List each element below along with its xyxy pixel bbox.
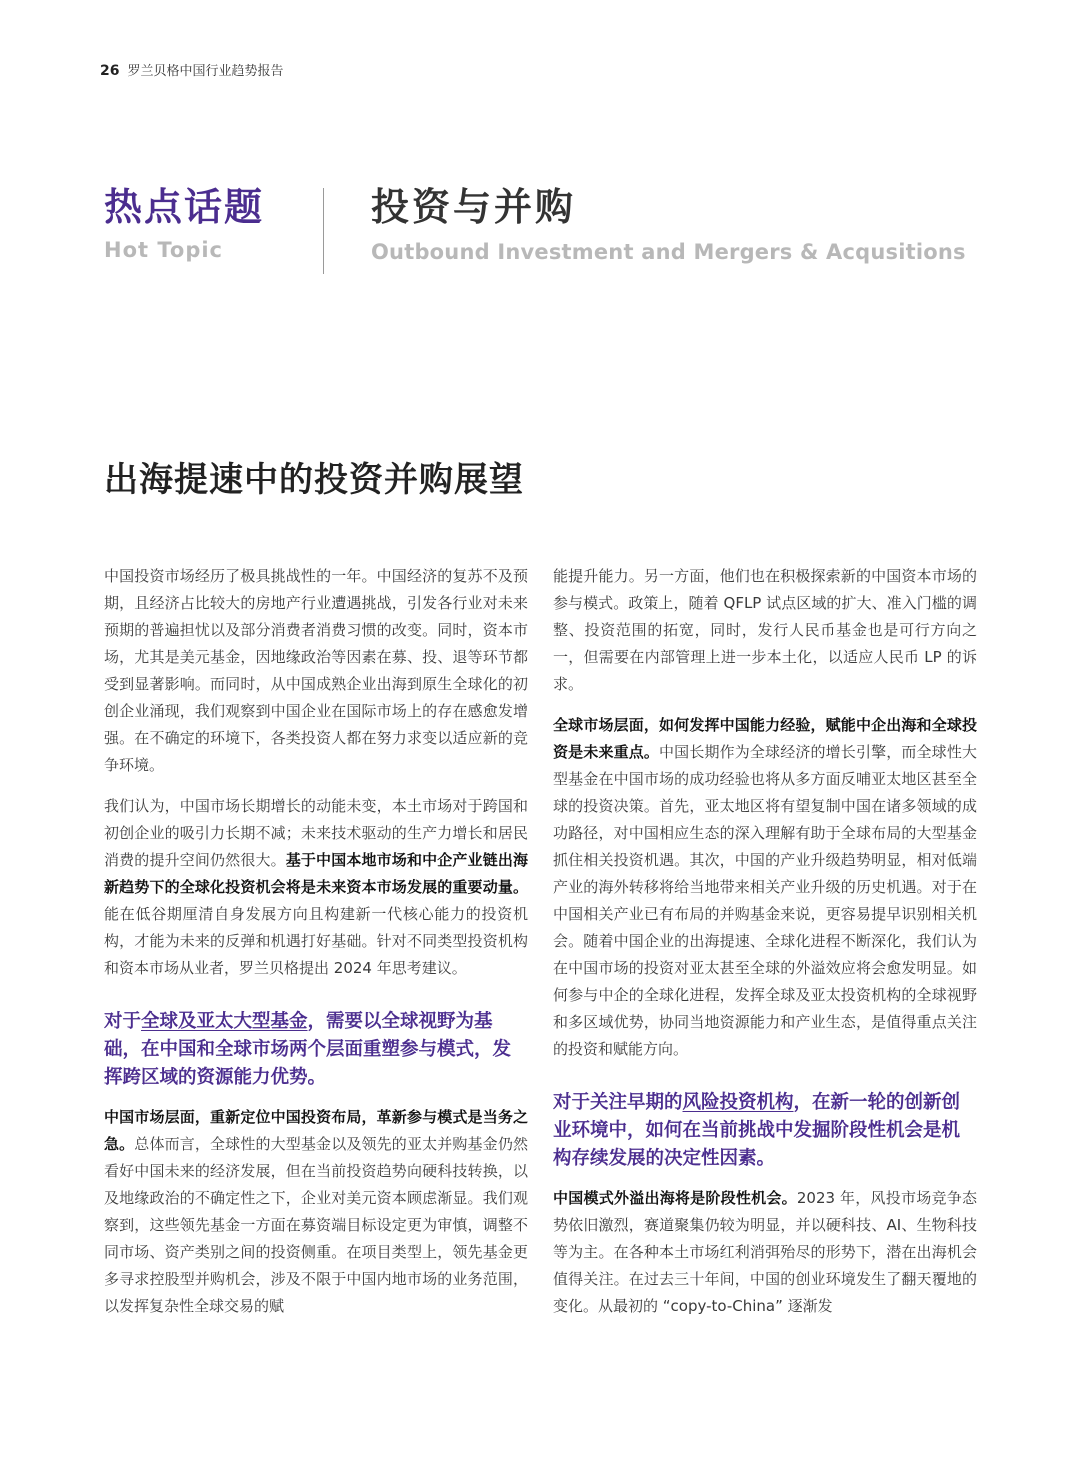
paragraph-3-text: 总体而言，全球性的大型基金以及领先的亚太并购基金仍然看好中国未来的经济发展，但在当前投资趋势向硬科技转换，以及地缘政治的不确定性之下，企业对美元资本顾虑渐显。我们观察到，这些领先基金一方面在募资端目标设定更为审慎，调整不同市场、资产类别之间的投资侧重。在项目类型上，领先基金更多寻求控股型并购机会，涉及不限于中国内地市场的业务范围，以发挥复杂性全球交易的赋 bbox=[104, 1135, 528, 1315]
subheading-global-funds bbox=[104, 1008, 528, 1092]
paragraph-1: 中国投资市场经历了极具挑战性的一年。中国经济的复苏不及预期，且经济占比较大的房地产行业遭遇挑战，引发各行业对未来预期的普遍担忧以及部分消费者消费习惯的改变。同时，资本市场，尤其是美元基金，因地缘政治等因素在募、投、退等环节都受到显著影响。而同时，从中国成熟企业出海到原生全球化的初创企业涌现，我们观察到中国企业在国际市场上的存在感愈发增强。在不确定的环境下，各类投资人都在努力求变以适应新的竞争环境。 bbox=[104, 567, 528, 774]
report-title: 罗兰贝格中国行业趋势报告 bbox=[127, 64, 284, 79]
paragraph-6-text: 2023 年，风投市场竞争态势依旧激烈，赛道聚集仍较为明显，并以硬科技、AI、生物科技等为主。在各种本土市场红利消弭殆尽的形势下，潜在出海机会值得关注。在过去三十年间，中国的创业环境发生了翻天覆地的变化。从最初的 “copy-to-China” 逐渐发 bbox=[553, 1189, 977, 1315]
paragraph-2-bold: 基于中国本地市场和中企产业链出海新趋势下的全球化投资机会将是未来资本市场发展的重要动量。 bbox=[104, 851, 528, 896]
subheading-2-text: 对于关注早期的 bbox=[553, 1092, 683, 1113]
subheading-2-underlined: 风险投资机构 bbox=[682, 1092, 794, 1113]
paragraph-5 bbox=[553, 712, 977, 1063]
paragraph-5-text: 中国长期作为全球经济的增长引擎，而全球性大型基金在中国市场的成功经验也将从多方面反哺亚太地区甚至全球的投资决策。首先，亚太地区将有望复制中国在诸多领域的成功路径，对中国相应生态的深入理解有助于全球布局的大型基金抓住相关投资机遇。其次，中国的产业升级趋势明显，相对低端产业的海外转移将给当地带来相关产业升级的历史机遇。对于在中国相关产业已有布局的并购基金来说，更容易提早识别相关机会。随着中国企业的出海提速、全球化进程不断深化，我们认为在中国市场的投资对亚太甚至全球的外溢效应将会愈发明显。如何参与中企的全球化进程，发挥全球及亚太投资机构的全球视野和多区域优势，协同当地资源能力和产业生态，是值得重点关注的投资和赋能方向。 bbox=[553, 743, 977, 1058]
paragraph-5-bold: 全球市场层面，如何发挥中国能力经验，赋能中企出海和全球投资是未来重点。 bbox=[553, 716, 977, 761]
paragraph-6-bold: 中国模式外溢出海将是阶段性机会。 bbox=[553, 1189, 797, 1207]
right-column bbox=[553, 563, 977, 1334]
paragraph-4: 能提升能力。另一方面，他们也在积极探索新的中国资本市场的参与模式。政策上，随着 QFLP 试点区域的扩大、准入门槛的调整、投资范围的拓宽，同时，发行人民币基金也是可行方向之一，但需要在内部管理上进一步本土化，以适应人民币 LP 的诉求。 bbox=[553, 567, 977, 693]
paragraph-3 bbox=[104, 1104, 528, 1320]
section-title bbox=[371, 182, 966, 264]
paragraph-2-text-end: 能在低谷期厘清自身发展方向且构建新一代核心能力的投资机构，才能为未来的反弹和机遇打好基础。针对不同类型投资机构和资本市场从业者，罗兰贝格提出 2024 年思考建议。 bbox=[104, 905, 528, 977]
left-column bbox=[104, 563, 528, 1334]
subheading-1-text: 对于 bbox=[104, 1011, 142, 1032]
subheading-1-text-end: ，需要以全球视野为基础，在中国和全球市场两个层面重塑参与模式，发挥跨区域的资源能力优势。 bbox=[104, 1011, 512, 1088]
article-title: 出海提速中的投资并购展望 bbox=[104, 460, 524, 500]
subheading-1-underlined: 全球及亚太大型基金 bbox=[141, 1011, 308, 1032]
vertical-divider bbox=[323, 188, 324, 274]
paragraph-6 bbox=[553, 1185, 977, 1320]
paragraph-2-text: 我们认为，中国市场长期增长的动能未变，本土市场对于跨国和初创企业的吸引力长期不减；未来技术驱动的生产力增长和居民消费的提升空间仍然很大。 bbox=[104, 797, 528, 869]
paragraph-2 bbox=[104, 793, 528, 982]
topic-label-en: Hot Topic bbox=[104, 238, 223, 262]
topic-label bbox=[104, 182, 264, 262]
subheading-2-text-end: ，在新一轮的创新创业环境中，如何在当前挑战中发掘阶段性机会是机构存续发展的决定性因素。 bbox=[553, 1092, 961, 1169]
section-title-en: Outbound Investment and Mergers & Acqusitions bbox=[371, 240, 966, 264]
subheading-venture-capital bbox=[553, 1089, 977, 1173]
topic-label-cn: 热点话题 bbox=[104, 185, 265, 229]
page-number: 26 bbox=[100, 63, 120, 79]
paragraph-3-bold: 中国市场层面，重新定位中国投资布局，革新参与模式是当务之急。 bbox=[104, 1108, 528, 1153]
page-header bbox=[100, 60, 284, 79]
section-title-cn: 投资与并购 bbox=[371, 185, 577, 229]
